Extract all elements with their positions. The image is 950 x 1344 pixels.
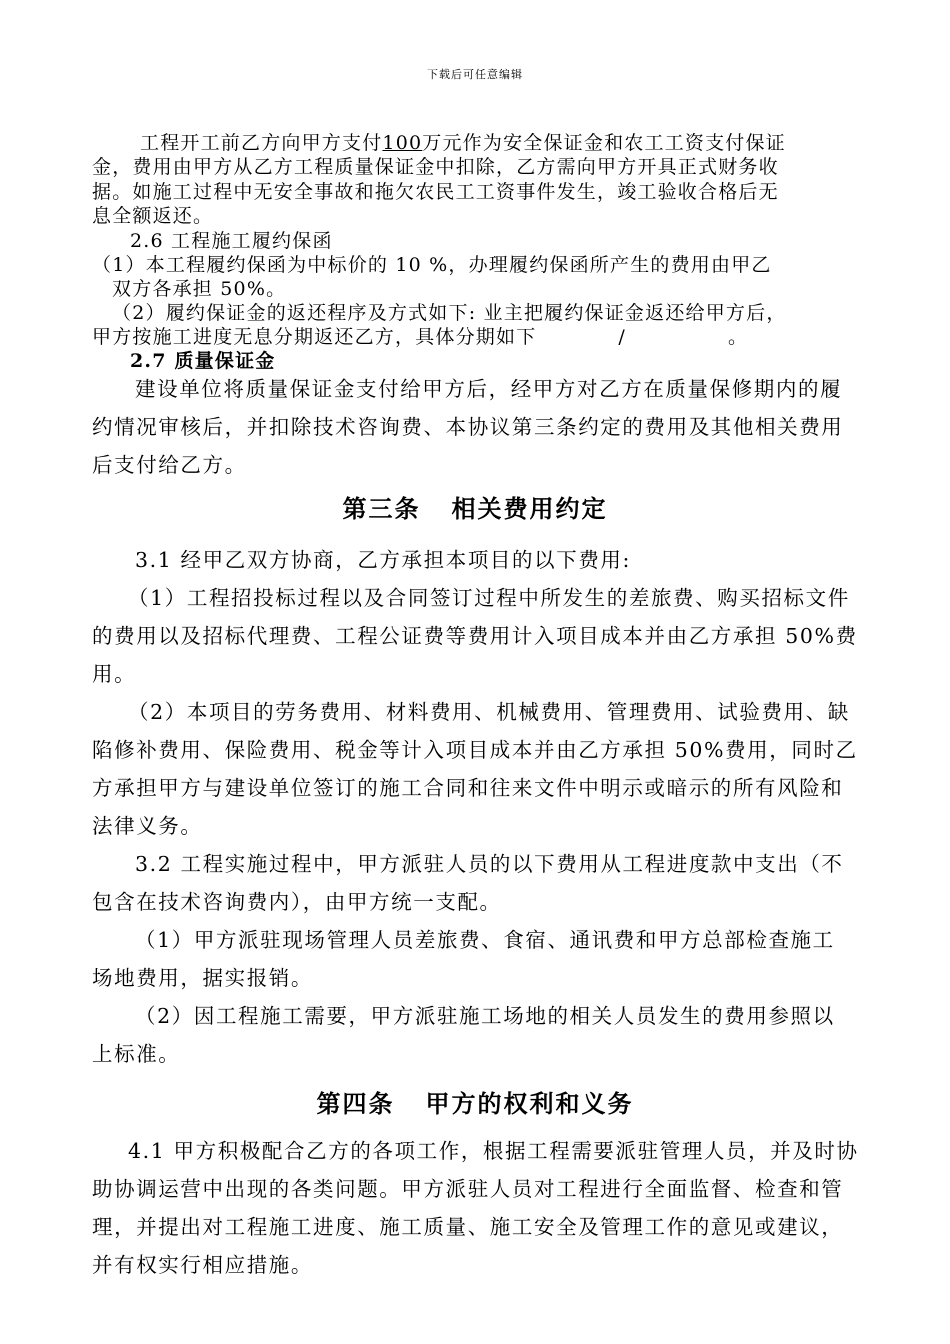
section-title-2-6: 2.6 工程施工履约保函 — [130, 230, 333, 252]
paragraph-line: 助协调运营中出现的各类问题。甲方派驻人员对工程进行全面监督、检查和管 — [92, 1177, 844, 1201]
paragraph-line: 包含在技术咨询费内），由甲方统一支配。 — [92, 890, 502, 914]
paragraph-line: （2）因工程施工需要，甲方派驻施工场地的相关人员发生的费用参照以 — [135, 1004, 835, 1028]
text-span: 万元作为安全保证金和农工工资支付保证 — [422, 132, 786, 154]
paragraph-line: 并有权实行相应措施。 — [92, 1253, 313, 1277]
text-span: / — [618, 326, 627, 348]
paragraph-line: 方承担甲方与建设单位签订的施工合同和往来文件中明示或暗示的所有风险和 — [92, 776, 844, 800]
text-span: 工程开工前乙方向甲方支付 — [140, 132, 383, 154]
paragraph-line: 息全额返还。 — [92, 205, 214, 227]
paragraph-line: （1）甲方派驻现场管理人员差旅费、食宿、通讯费和甲方总部检查施工 — [135, 928, 835, 952]
amount-underlined: 100 — [382, 132, 423, 154]
page-header: 下载后可任意编辑 — [427, 68, 523, 81]
paragraph-line: 金，费用由甲方从乙方工程质量保证金中扣除，乙方需向甲方开具正式财务收 — [92, 156, 779, 178]
paragraph-line: 理，并提出对工程施工进度、施工质量、施工安全及管理工作的意见或建议， — [92, 1215, 844, 1239]
paragraph-line: 上标准。 — [92, 1042, 181, 1066]
paragraph-line: 3.1 经甲乙双方协商，乙方承担本项目的以下费用: — [135, 548, 632, 572]
paragraph-line: （2）本项目的劳务费用、材料费用、机械费用、管理费用、试验费用、缺 — [128, 700, 850, 724]
paragraph-line: 的费用以及招标代理费、工程公证费等费用计入项目成本并由乙方承担 50%费 — [92, 624, 858, 648]
paragraph-line — [140, 128, 786, 155]
paragraph-line: （2）履约保证金的返还程序及方式如下: 业主把履约保证金返还给甲方后， — [112, 302, 787, 324]
article-4-heading: 第四条 甲方的权利和义务 — [316, 1089, 634, 1118]
paragraph-line: 据。如施工过程中无安全事故和拖欠农民工工资事件发生，竣工验收合格后无 — [92, 181, 779, 203]
text-span: 甲方按施工进度无息分期返还乙方，具体分期如下 — [92, 326, 537, 348]
paragraph-line — [92, 322, 748, 349]
paragraph-line: 建设单位将质量保证金支付给甲方后，经甲方对乙方在质量保修期内的履 — [135, 377, 843, 401]
paragraph-line: 法律义务。 — [92, 814, 203, 838]
text-span: 。 — [728, 326, 749, 348]
section-title-2-7: 2.7 质量保证金 — [130, 350, 276, 372]
paragraph-line: 双方各承担 50%。 — [112, 278, 287, 300]
paragraph-line: 场地费用，据实报销。 — [92, 966, 313, 990]
paragraph-line: 3.2 工程实施过程中，甲方派驻人员的以下费用从工程进度款中支出（不 — [135, 852, 844, 876]
paragraph-line: 后支付给乙方。 — [92, 453, 247, 477]
paragraph-line: 用。 — [92, 662, 137, 686]
paragraph-line: （1）本工程履约保函为中标价的 10 %，办理履约保函所产生的费用由甲乙 — [92, 254, 772, 276]
paragraph-line: 约情况审核后，并扣除技术咨询费、本协议第三条约定的费用及其他相关费用 — [92, 415, 844, 439]
paragraph-line: （1）工程招投标过程以及合同签订过程中所发生的差旅费、购买招标文件 — [128, 586, 850, 610]
paragraph-line: 陷修补费用、保险费用、税金等计入项目成本并由乙方承担 50%费用，同时乙 — [92, 738, 858, 762]
paragraph-line: 4.1 甲方积极配合乙方的各项工作，根据工程需要派驻管理人员，并及时协 — [128, 1139, 859, 1163]
article-3-heading: 第三条 相关费用约定 — [342, 494, 608, 523]
